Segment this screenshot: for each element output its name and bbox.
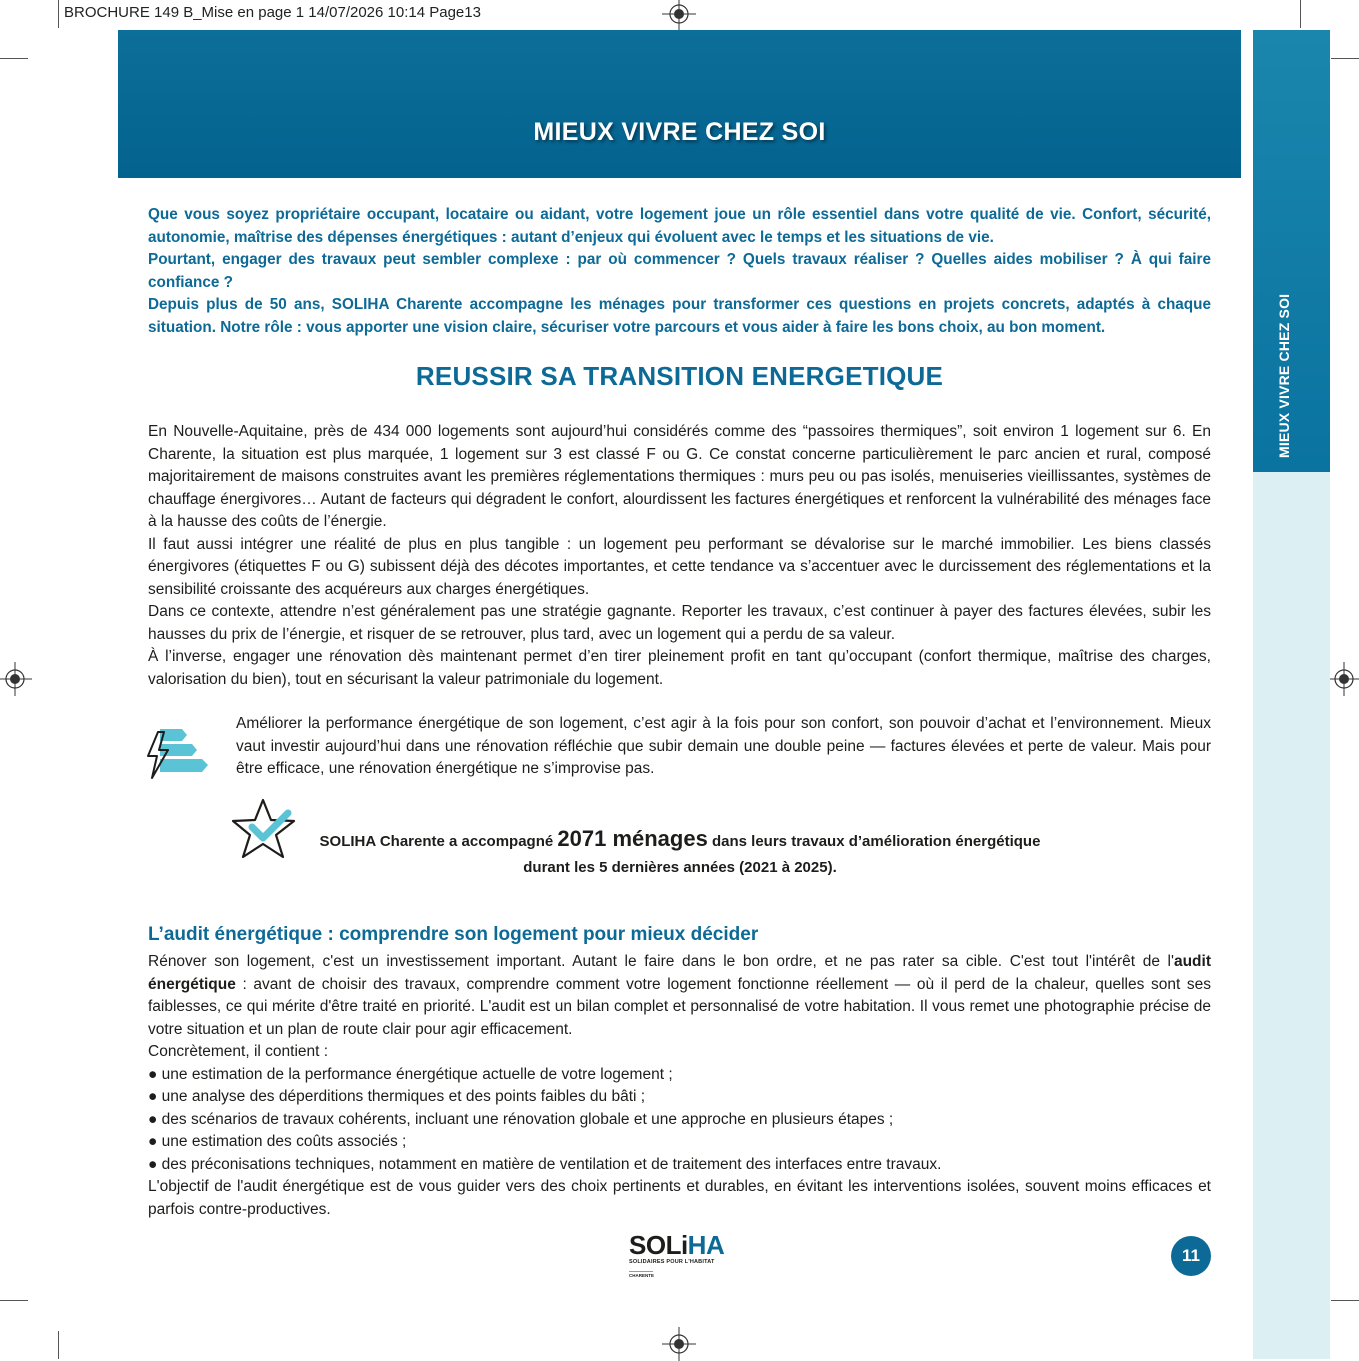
body-paragraph: Dans ce contexte, attendre n’est généralement pas une stratégie gagnante. Reporter les travaux, c’est continuer à payer des factures élevées, subir les hausses du prix de l’énergie, et risquer de se retrouver, plus tard, avec un logement qui a perdu de sa valeur. [148,603,1211,643]
soliha-logo [629,1232,729,1280]
audit-conclusion: L'objectif de l'audit énergétique est de vous guider vers des choix pertinents et durables, en évitant les interventions isolées, souvent moins efficaces et parfois contre-productives. [148,1178,1211,1218]
registration-mark-icon [662,1327,696,1361]
list-item: ● une estimation des coûts associés ; [148,1133,407,1150]
audit-heading: L’audit énergétique : comprendre son logement pour mieux décider [148,924,759,945]
registration-mark-icon [662,0,696,31]
body-paragraph: À l’inverse, engager une rénovation dès maintenant permet d’en tirer pleinement profit en tant qu’occupant (confort thermique, maîtrise des charges, valorisation du bien), tout en sécurisant la valeur patrimoniale du logement. [148,648,1211,688]
list-item: ● une analyse des déperditions thermiques et des points faibles du bâti ; [148,1088,646,1105]
crop-mark [58,0,59,28]
crop-mark [1331,1300,1359,1301]
star-check-icon [232,797,298,863]
crop-mark [58,1331,59,1359]
intro-paragraph: Pourtant, engager des travaux peut sembler complexe : par où commencer ? Quels travaux réaliser ? Quelles aides mobiliser ? À qui faire confiance ? [148,251,1211,291]
registration-mark-icon [0,662,32,696]
logo-region: CHARENTE [629,1273,655,1278]
highlight-prefix: SOLIHA Charente a accompagné [319,833,558,850]
logo-brand-part: HA [687,1230,725,1260]
audit-text-part: Rénover son logement, c'est un investissement important. Autant le faire dans le bon ordre, et ne pas rater sa cible. C'est tout l'intérêt de l' [148,953,1174,970]
highlight-line-1 [298,826,1062,855]
audit-paragraph: Concrètement, il contient : [148,1043,329,1060]
callout-text: Améliorer la performance énergétique de son logement, c’est agir à la fois pour son confort, son pouvoir d’achat et l’environnement. Mieux vaut investir aujourd’hui dans une rénovation réfléchie que subir demain une double peine — factures élevées et perte de valeur. Mais pour être efficace, une rénovation énergétique ne s’improvise pas. [236,715,1211,777]
body-paragraph: Il faut aussi intégrer une réalité de plus en plus tangible : un logement peu performant se dévalorise sur le marché immobilier. Les biens classés énergivores (étiquettes F ou G) subissent déjà des décotes importantes, et cette tendance va s’accentuer avec le durcissement des réglementations et la sensibilité croissante des acquéreurs aux charges énergétiques. [148,535,1211,598]
crop-mark [1300,0,1301,28]
side-tab-label: MIEUX VIVRE CHEZ SOI [1276,293,1292,458]
intro-paragraph: Depuis plus de 50 ans, SOLIHA Charente accompagne les ménages pour transformer ces questions en projets concrets, adaptés à chaque situation. Notre rôle : vous apporter une vision claire, sécuriser votre parcours et vous aider à faire les bons choix, au bon moment. [148,296,1211,336]
highlight-line-2: durant les 5 dernières années (2021 à 2025). [523,859,837,876]
audit-paragraph [148,951,1211,1041]
audit-bold-term: audit énergétique [148,953,1211,993]
energy-label-icon [144,724,214,784]
page-number: 11 [1171,1236,1211,1276]
header-band [118,30,1241,178]
list-item: ● une estimation de la performance énergétique actuelle de votre logement ; [148,1065,673,1083]
print-slug: BROCHURE 149 B_Mise en page 1 14/07/2026 10:14 Page13 [64,4,481,21]
intro-paragraph: Que vous soyez propriétaire occupant, locataire ou aidant, votre logement joue un rôle essentiel dans votre qualité de vie. Confort, sécurité, autonomie, maîtrise des dépenses énergétiques : autant d’enjeux qui évoluent avec le temps et les situations de vie. [148,206,1211,246]
header-title: MIEUX VIVRE CHEZ SOI [533,118,826,146]
body-text [148,421,1211,691]
section-title: REUSSIR SA TRANSITION ENERGETIQUE [415,361,944,391]
logo-tagline: SOLIDAIRES POUR L'HABITAT [629,1259,715,1265]
registration-mark-icon [1327,662,1359,696]
highlight-number: 2071 ménages [557,826,708,851]
highlight-suffix: dans leurs travaux d’amélioration énergétique [707,833,1041,850]
logo-brand-part: SOLi [629,1230,688,1260]
logo-brand [629,1232,729,1258]
highlight-statistic [298,826,1062,881]
crop-mark [0,58,28,59]
crop-mark [1331,58,1359,59]
crop-mark [0,1300,28,1301]
body-paragraph: En Nouvelle-Aquitaine, près de 434 000 logements sont aujourd’hui considérés comme des “passoires thermiques”, soit environ 1 logement sur 6. En Charente, la situation est plus marquée, 1 logement sur 3 est classé F ou G. Ce constat concerne particulièrement le parc ancien et rural, composé majoritairement de maisons construites avant les premières réglementations thermiques : murs peu ou pas isolés, menuiseries vieillissantes, systèmes de chauffage énergivores… Autant de facteurs qui dégradent le confort, alourdissent les factures énergétiques et renforcent la vulnérabilité des ménages face à la hausse des coûts de l’énergie. [148,423,1211,530]
audit-text [148,951,1211,1221]
intro-text [148,204,1211,339]
list-item: ● des préconisations techniques, notamment en matière de ventilation et de traitement des interfaces entre travaux. [148,1155,942,1173]
list-item: ● des scénarios de travaux cohérents, incluant une rénovation globale et une approche en plusieurs étapes ; [148,1110,894,1128]
side-strip [1253,472,1330,1359]
audit-text-part: : avant de choisir des travaux, comprendre comment votre logement fonctionne réellement — où il perd de la chaleur, quelles sont ses faiblesses, ce qui mérite d'être traité en priorité. L'audit est un bilan complet et personnalisé de votre habitation. Il vous remet une photographie précise de votre situation et un plan de route clair pour agir efficacement. [148,975,1211,1038]
